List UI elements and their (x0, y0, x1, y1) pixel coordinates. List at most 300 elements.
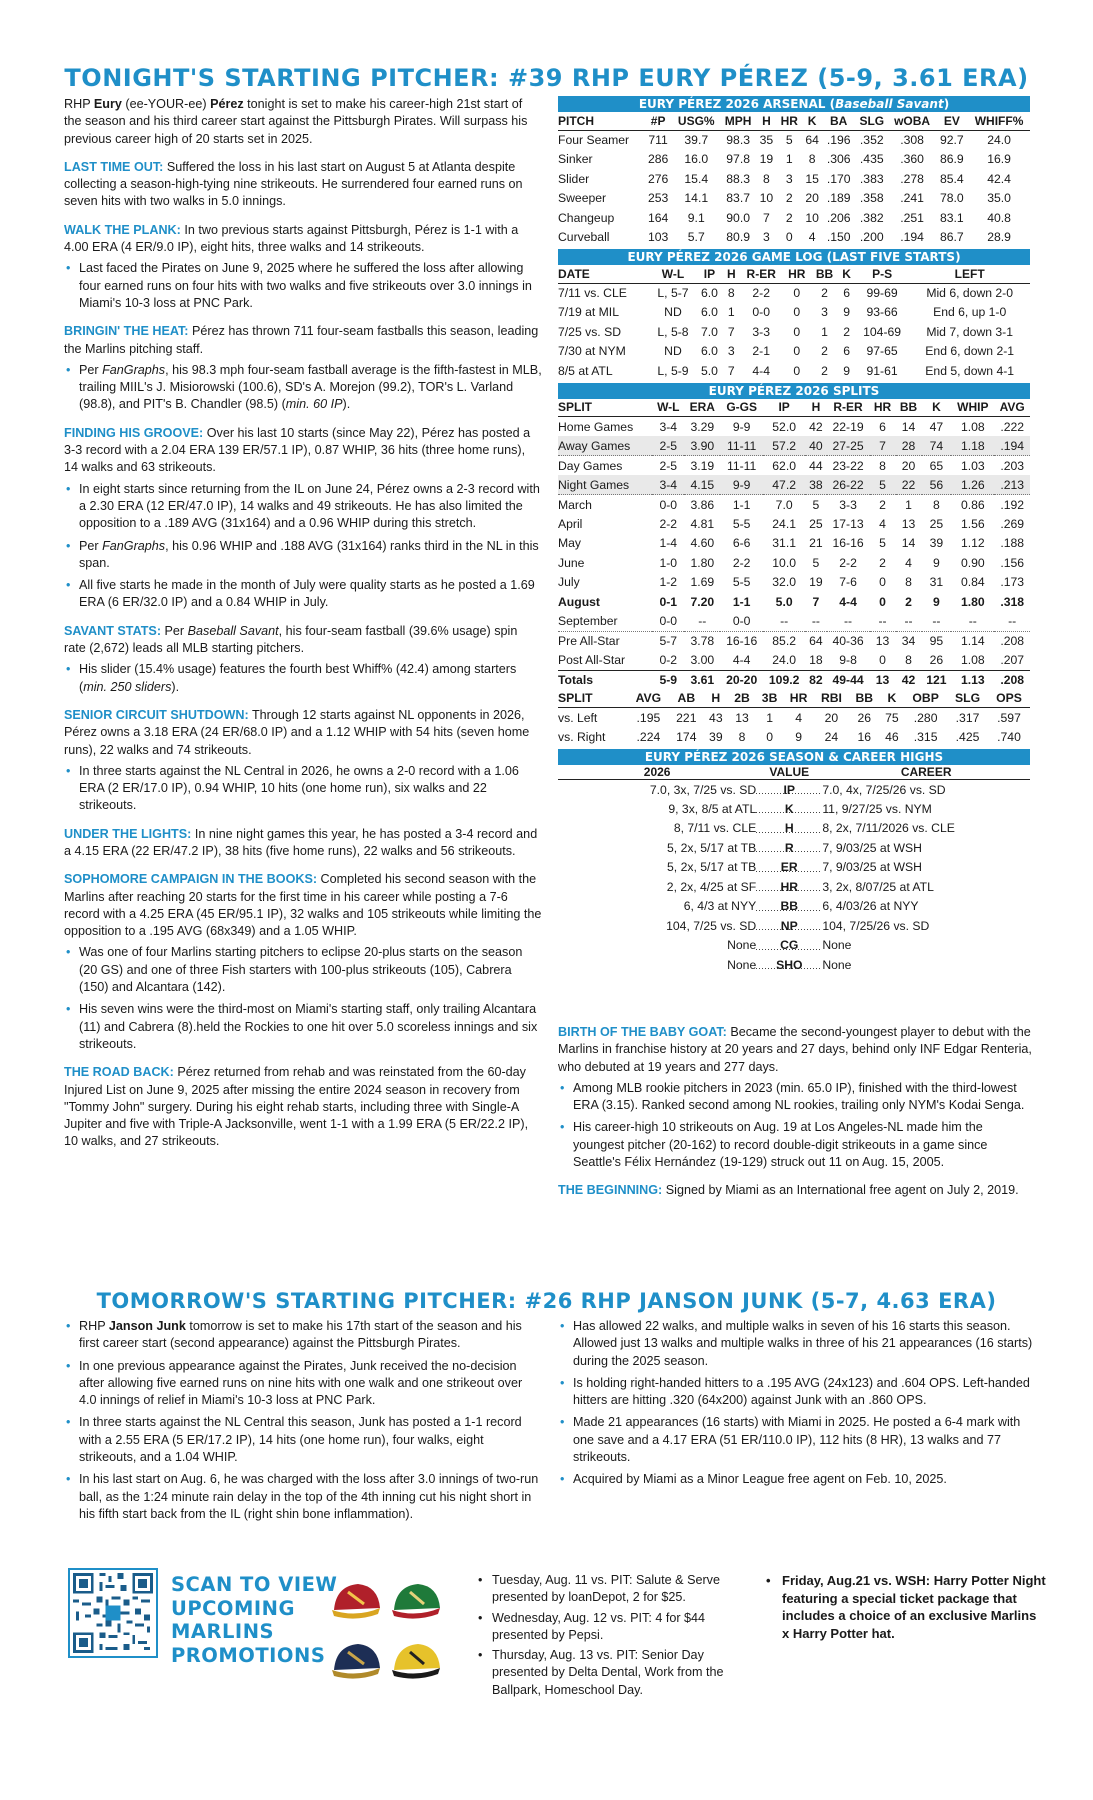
table-cell: K (879, 690, 904, 708)
table-cell: 3.78 (690, 634, 715, 648)
table-row (558, 708, 1030, 728)
table-cell: -- (951, 612, 994, 632)
table-cell: Mid 6, down 2-0 (926, 286, 1014, 300)
table-cell: 5 (812, 497, 820, 512)
table-cell: 85.2 (772, 634, 797, 648)
table-cell: .208 (1000, 634, 1025, 648)
goat-bullets (558, 1080, 1036, 1171)
table-cell: 38 (805, 475, 826, 495)
table-cell: 88.3 (726, 171, 750, 186)
table-cell: .170 (826, 171, 851, 186)
table-cell: BB (811, 265, 839, 283)
perez-stats-column (558, 96, 1030, 975)
table-cell: 9 (933, 555, 940, 570)
table-cell: 1 (821, 324, 828, 339)
table-cell: 39 (929, 536, 944, 551)
table-cell: ND (664, 305, 682, 320)
table-cell: .173 (1000, 575, 1025, 590)
table-row (558, 534, 1030, 554)
table-cell: 39 (709, 729, 723, 744)
table-header: VALUE (756, 765, 822, 780)
table-cell: 4.81 (690, 516, 715, 531)
table-row (558, 799, 1030, 819)
arsenal-table (558, 112, 1030, 247)
table-cell: .425 (955, 729, 980, 744)
table-cell: K (756, 799, 822, 819)
last-time-out-note: LAST TIME OUT: Suffered the loss in his last start on August 5 at Atlanta despite collecting a season-high-tying nine strikeouts. He surrendered four earned runs on seven hits with two walks in 5.0 innings. (64, 159, 523, 209)
table-cell: 3 (763, 230, 770, 245)
table-cell: .192 (1000, 497, 1025, 512)
table-cell: 2 (785, 210, 793, 225)
table-cell: K (838, 265, 854, 283)
table-row (558, 436, 1030, 456)
table-cell: 20 (824, 710, 839, 725)
table-cell: 42.4 (987, 171, 1011, 186)
table-cell: ER (756, 858, 822, 878)
table-cell: .317 (955, 710, 980, 725)
table-row (558, 342, 1030, 362)
table-cell: 3.86 (690, 497, 715, 512)
table-cell: 4 (905, 555, 912, 570)
table-cell: 0.84 (960, 575, 985, 590)
table-cell: 8, 7/11 vs. CLE (673, 821, 757, 836)
table-cell: 9, 3x, 8/5 at ATL (668, 801, 757, 816)
table-cell: IP (763, 399, 805, 417)
table-cell: Slider (558, 171, 590, 186)
table-header: 2026 (558, 765, 756, 780)
table-cell: 104-69 (863, 324, 902, 339)
table-cell: 49-44 (827, 670, 870, 690)
table-cell: .435 (859, 152, 884, 167)
table-cell: 22-19 (832, 419, 864, 434)
table-cell: 16-16 (832, 536, 864, 551)
table-cell: 13 (735, 710, 749, 725)
table-cell: USG% (672, 112, 720, 130)
table-cell: 221 (676, 710, 697, 725)
table-row (558, 897, 1030, 917)
groove-note: FINDING HIS GROOVE: Over his last 10 starts (since May 22), Pérez has posted a 3-3 record with a 2.04 ERA 139 ER/57.1 IP), 0.87 WHIP, 36 hits (three home runs), 14 walks and 63 strikeouts. (64, 425, 531, 475)
table-row (558, 955, 1030, 975)
table-cell: BB (896, 399, 922, 417)
table-row (558, 265, 1030, 283)
table-cell: 1.12 (960, 536, 985, 551)
table-cell: .306 (826, 152, 851, 167)
table-cell: 31 (929, 575, 944, 590)
table-cell: 7.0 (775, 497, 793, 512)
table-cell: .278 (900, 171, 924, 186)
table-cell: 5-7 (659, 634, 678, 648)
table-cell: WHIP (951, 399, 994, 417)
table-cell: 97.8 (726, 152, 750, 167)
road-back-note: THE ROAD BACK: Pérez returned from rehab and was reinstated from the 60-day Injured List on June 9, 2025 after missing the entire 2024 season in recovery from "Tommy John" surgery. During his eight rehab starts, including three with Single-A Jupiter and five with Triple-A Jacksonville, went 1-1 with a 1.99 ERA (5 ER/22.2 IP), 10 walks, and 27 strikeouts. (64, 1065, 529, 1149)
senior-note: SENIOR CIRCUIT SHUTDOWN: Through 12 starts against NL opponents in 2026, Pérez owns a 3.18 ERA (24 ER/68.0 IP) and a 1.12 WHIP with 54 hits (seven home runs), 22 walks and 74 strikeouts. (64, 707, 530, 757)
table-cell: 74 (922, 436, 952, 456)
list-item: • Wednesday, Aug. 12 vs. PIT: 4 for $44 presented by Pepsi. (478, 1610, 756, 1645)
table-cell: 2, 2x, 4/25 at SF (666, 879, 757, 894)
splits-title: EURY PÉREZ 2026 SPLITS (558, 383, 1030, 399)
table-cell: G-GS (720, 399, 763, 417)
table-row (558, 780, 1030, 800)
table-cell: 25 (929, 516, 944, 531)
table-cell: None (727, 938, 757, 953)
table-cell: vs. Right (558, 729, 606, 744)
list-item: • Is holding right-handed hitters to a .195 AVG (24x123) and .604 OPS. Left-handed hitters are hitting .320 (64x200) against Junk with an .860 OPS. (558, 1375, 1036, 1410)
table-cell: 5-5 (732, 516, 751, 531)
table-cell: 0 (793, 344, 801, 359)
table-cell: ND (664, 344, 682, 359)
table-cell: 3B (756, 690, 784, 708)
table-cell: 2-2 (839, 555, 857, 570)
table-cell: P-S (855, 265, 910, 283)
list-item: • Last faced the Pirates on June 9, 2025 where he suffered the loss after allowing four earned runs on four hits with two walks and five strikeouts over 3.0 innings in Miami's 10-3 loss at PNC Park. (64, 260, 542, 312)
table-cell: 3.29 (690, 419, 715, 434)
groove-bullets (64, 481, 542, 612)
table-cell: 7-6 (839, 575, 857, 590)
table-row (558, 399, 1030, 417)
perez-bio-notes (558, 1024, 1036, 1210)
table-cell: 103 (647, 230, 669, 245)
table-cell: 46 (885, 729, 899, 744)
table-cell: 3 (785, 171, 793, 186)
table-cell: July (558, 575, 580, 590)
table-cell: 20 (805, 191, 819, 206)
table-cell: 0-0 (659, 497, 678, 512)
table-cell: 2 (821, 344, 828, 359)
table-cell: None (822, 938, 852, 953)
list-item: • Was one of four Marlins starting pitchers to eclipse 20-plus starts on the season (20 GS) and one of three Fish starters with 100-plus strikeouts (105), Cabrera (150) and Alcantara (142). (64, 944, 542, 996)
table-cell: 19 (759, 152, 774, 167)
table-row (558, 169, 1030, 189)
red-cap-icon (332, 1584, 380, 1619)
table-cell: HR (756, 877, 822, 897)
table-cell: AVG (994, 399, 1030, 417)
table-cell: 7.0, 4x, 7/25/26 vs. SD (822, 782, 946, 797)
lr-splits-table (558, 690, 1030, 747)
table-cell: .203 (1000, 458, 1025, 473)
table-row (558, 208, 1030, 228)
table-cell: -- (827, 612, 870, 632)
table-cell: .207 (994, 651, 1030, 671)
table-cell: 3-3 (839, 497, 857, 512)
table-cell: 8/5 at ATL (558, 363, 613, 378)
table-cell: -- (805, 612, 826, 632)
table-cell: .222 (1000, 419, 1025, 434)
gamelog-title: EURY PÉREZ 2026 GAME LOG (LAST FIVE STARTS) (558, 249, 1030, 265)
table-cell: wOBA (889, 112, 936, 130)
table-cell: 9-9 (732, 419, 751, 434)
table-cell: MPH (720, 112, 756, 130)
table-cell: 276 (647, 171, 669, 186)
table-cell: DATE (558, 265, 650, 283)
table-cell: Post All-Star (558, 651, 652, 671)
table-cell: H (805, 399, 826, 417)
table-cell: 1.14 (960, 634, 985, 648)
table-cell: 7, 9/03/25 at WSH (822, 840, 922, 855)
table-cell: 98.3 (726, 133, 750, 147)
table-row (558, 858, 1030, 878)
table-cell: 24 (824, 729, 839, 744)
table-cell: 11, 9/27/25 vs. NYM (822, 801, 932, 816)
table-cell: 6 (879, 419, 886, 434)
table-cell: 0 (870, 651, 896, 671)
table-cell: 14 (901, 536, 916, 551)
featured-promotion: • Friday, Aug.21 vs. WSH: Harry Potter Night featuring a special ticket package that includes a choice of an exclusive Marlins x Harry Potter hat. (766, 1572, 1046, 1642)
table-cell: HR (783, 690, 813, 708)
table-cell: R-ER (740, 265, 783, 283)
table-cell: 64 (809, 634, 823, 648)
table-cell: 4-4 (839, 594, 857, 609)
table-cell: 2 (843, 324, 850, 339)
sophomore-note: SOPHOMORE CAMPAIGN IN THE BOOKS: Completed his second season with the Marlins after reaching 20 starts for the first time in his career while posting a 7-6 record with a 4.25 ERA (45 ER/95.1 IP), 32 walks and 105 strikeouts while limiting the opposition to a .195 AVG (68x349) and a 1.05 WHIP. (64, 872, 542, 939)
table-row (558, 573, 1030, 593)
list-item: • Made 21 appearances (16 starts) with Miami in 2025. He posted a 6-4 mark with one save and a 4.17 ERA (51 ER/110.0 IP), 112 hits (8 HR), 13 walks and 77 strikeouts. (558, 1414, 1036, 1466)
table-cell: 26 (922, 651, 952, 671)
table-cell: .251 (900, 210, 924, 225)
table-row (558, 495, 1030, 515)
table-cell: 27-25 (827, 436, 870, 456)
table-cell: 93-66 (866, 305, 898, 320)
table-cell: 3.90 (684, 436, 720, 456)
table-cell: 5 (812, 555, 820, 570)
table-cell: L, 5-7 (657, 286, 689, 300)
table-row (558, 553, 1030, 573)
table-cell: 10 (805, 210, 819, 225)
table-cell: Totals (558, 670, 652, 690)
perez-notes-column (64, 96, 542, 1162)
table-row (558, 283, 1030, 303)
table-row (558, 228, 1030, 248)
table-cell: 2 (785, 191, 793, 206)
gamelog-table (558, 265, 1030, 381)
table-row (558, 612, 1030, 632)
table-row (558, 361, 1030, 381)
table-cell: .318 (1000, 594, 1025, 609)
table-cell: #P (644, 112, 673, 130)
table-cell: LEFT (909, 265, 1030, 283)
table-cell: 20 (901, 458, 916, 473)
table-cell: Day Games (558, 458, 623, 473)
junk-notes-right (558, 1318, 1036, 1500)
table-cell: .360 (900, 152, 924, 167)
table-cell: 1-1 (732, 497, 751, 512)
table-cell: 1-1 (732, 594, 751, 609)
table-row (558, 150, 1030, 170)
table-cell: 1-4 (659, 536, 678, 551)
table-cell: .315 (913, 729, 938, 744)
table-cell: 5-5 (732, 575, 751, 590)
table-cell: 1 (905, 497, 912, 512)
scan-promo-heading: SCAN TO VIEW UPCOMING MARLINS PROMOTIONS (171, 1573, 338, 1667)
table-cell: 7 (727, 324, 735, 339)
table-cell: 8 (808, 152, 816, 167)
table-cell: 83.1 (939, 210, 964, 225)
table-cell: 5, 2x, 5/17 at TB (667, 860, 757, 875)
table-cell: 4 (795, 710, 802, 725)
promotions-list (478, 1572, 756, 1702)
table-row (558, 130, 1030, 150)
table-cell: 9-9 (720, 475, 763, 495)
table-row (558, 112, 1030, 130)
table-cell: Home Games (558, 419, 634, 434)
table-cell: 0 (793, 363, 801, 378)
table-row (558, 877, 1030, 897)
table-cell: 6, 4/03/26 at NYY (822, 899, 919, 914)
arsenal-title: EURY PÉREZ 2026 ARSENAL (Baseball Savant) (558, 96, 1030, 112)
table-cell: 85.4 (939, 171, 964, 186)
list-item: • In three starts against the NL Central in 2026, he owns a 2-0 record with a 1.06 ERA (2 ER/17.0 IP), 0.94 WHIP, 10 hits (one home run), six walks and 22 strikeouts. (64, 763, 542, 815)
table-cell: 2-5 (659, 458, 678, 473)
list-item: • In three starts against the NL Central this season, Junk has posted a 1-1 record with a 2.55 ERA (5 ER/17.2 IP), 14 hits (one home run), four walks, eight strikeouts, and a 1.04 WHIP. (64, 1414, 542, 1466)
table-cell: 3.61 (684, 670, 720, 690)
table-cell: 82 (805, 670, 826, 690)
table-cell: 7 (812, 594, 820, 609)
table-cell: .208 (994, 670, 1030, 690)
splits-table (558, 399, 1030, 690)
table-cell: 1.18 (951, 436, 994, 456)
table-cell: 104, 7/25/26 vs. SD (822, 918, 930, 933)
table-cell: 6 (843, 344, 850, 359)
table-cell: 19 (809, 575, 823, 590)
table-cell: Curveball (558, 230, 610, 245)
table-row (558, 727, 1030, 747)
table-cell: 10 (759, 191, 774, 206)
table-cell: 0-0 (652, 612, 684, 632)
list-item: • Among MLB rookie pitchers in 2023 (min. 65.0 IP), finished with the third-lowest ERA (3.15). Ranked second among NL rookies, trailing only NYM's Kodai Senga. (558, 1080, 1036, 1115)
table-cell: .269 (1000, 516, 1025, 531)
table-cell: 16 (857, 729, 872, 744)
table-cell: PITCH (558, 112, 644, 130)
table-cell: 9 (843, 363, 850, 378)
table-cell: 15.4 (684, 171, 709, 186)
table-cell: SLG (947, 690, 988, 708)
list-item: • All five starts he made in the month of July were quality starts as he posted a 1.69 ERA (6 ER/32.0 IP) and a 0.84 WHIP in July. (64, 577, 542, 612)
table-cell: H (756, 819, 822, 839)
table-cell: 6, 4/3 at NYY (683, 899, 757, 914)
table-cell: 6.0 (700, 344, 718, 359)
tomorrow-pitcher-title: TOMORROW'S STARTING PITCHER: #26 RHP JANSON JUNK (5-7, 4.63 ERA) (96, 1289, 997, 1313)
table-cell: .241 (900, 191, 924, 206)
table-cell: 40-36 (832, 634, 864, 648)
table-cell: 34 (901, 634, 916, 648)
table-cell: 6 (843, 286, 850, 300)
table-cell: 7, 9/03/25 at WSH (822, 860, 922, 875)
table-row (558, 651, 1030, 671)
list-item: • Per FanGraphs, his 98.3 mph four-seam fastball average is the fifth-fastest in MLB, trailing MIIL's J. Misiorowski (100.6), SD's A. Morejon (99.2), TOR's L. Varland (98.8), and PIT's B. Chandler (98.5) (min. 60 IP). (64, 362, 542, 414)
table-cell: IP (756, 780, 822, 800)
table-row (558, 936, 1030, 956)
list-item: • In eight starts since returning from the IL on June 24, Pérez owns a 2-3 record with a 2.30 ERA (12 ER/47.0 IP), 14 walks and 49 strikeouts. He has also limited the opposition to a .189 AVG (31x164) and a 0.96 WHIP during this stretch. (64, 481, 542, 533)
table-cell: None (727, 957, 757, 972)
table-cell: 4 (879, 516, 886, 531)
table-cell: Changeup (558, 210, 615, 225)
table-cell: 65 (929, 458, 944, 473)
table-cell: End 5, down 4-1 (925, 363, 1015, 378)
table-cell: 28.9 (987, 230, 1011, 245)
table-cell: Four Seamer (558, 133, 630, 147)
lights-note: UNDER THE LIGHTS: In nine night games this year, he has posted a 3-4 record and a 4.15 ERA (22 ER/47.2 IP), 38 hits (five home runs), 22 walks and 56 strikeouts. (64, 826, 538, 858)
table-cell: 0 (879, 594, 886, 609)
table-cell: 24.0 (763, 651, 805, 671)
table-cell: SPLIT (558, 690, 628, 708)
table-cell: 2 (905, 594, 912, 609)
table-cell: W-L (652, 399, 684, 417)
table-cell: 5.0 (700, 363, 718, 378)
senior-bullets (64, 763, 542, 815)
table-cell: 8 (879, 458, 886, 473)
qr-code-icon[interactable] (68, 1568, 158, 1658)
list-item: • In his last start on Aug. 6, he was charged with the loss after 3.0 innings of two-run ball, as the 1:24 minute rain delay in the top of the 4th inning cut his night short in his fifth start back from the IL (right shin bone inflammation). (64, 1471, 542, 1523)
table-cell: 8 (933, 497, 940, 512)
table-cell: 99-69 (866, 286, 898, 300)
table-cell: .224 (636, 729, 661, 744)
list-item: • RHP Janson Junk tomorrow is set to make his 17th start of the season and his first career start (second appearance) against the Pittsburgh Pirates. (64, 1318, 542, 1353)
table-cell: 6.0 (700, 286, 718, 300)
table-cell: .189 (826, 191, 851, 206)
table-cell: 0-2 (652, 651, 684, 671)
table-cell: End 6, up 1-0 (933, 305, 1007, 320)
table-cell: .188 (1000, 536, 1025, 551)
table-cell: 10.0 (772, 555, 797, 570)
table-cell: 0.90 (960, 555, 985, 570)
list-item: • Tuesday, Aug. 11 vs. PIT: Salute & Serve presented by loanDepot, 2 for $25. (478, 1572, 756, 1607)
table-cell: 1.80 (960, 594, 985, 609)
table-cell: 3 (821, 305, 828, 320)
table-cell: 8 (896, 651, 922, 671)
table-cell: .196 (826, 133, 851, 147)
table-cell: .740 (997, 729, 1021, 744)
table-cell: August (558, 594, 600, 609)
table-cell: 31.1 (772, 536, 797, 551)
walk-plank-bullets (64, 260, 542, 312)
table-cell: 22 (896, 475, 922, 495)
table-cell: 5, 2x, 5/17 at TB (667, 840, 757, 855)
table-cell: H (703, 690, 728, 708)
table-cell: 286 (647, 152, 669, 167)
table-cell: -- (870, 612, 896, 632)
table-cell: 24.0 (987, 133, 1011, 147)
table-cell: 121 (922, 670, 952, 690)
table-cell: 1 (785, 152, 793, 167)
table-cell: 2 (821, 286, 828, 300)
table-cell: 64 (805, 133, 819, 147)
table-row (558, 303, 1030, 323)
table-cell: 1 (727, 305, 735, 320)
table-cell: 26-22 (827, 475, 870, 495)
table-cell: 16-16 (726, 634, 758, 648)
table-cell: .213 (994, 475, 1030, 495)
table-cell: 6-6 (732, 536, 751, 551)
table-cell: 1.26 (951, 475, 994, 495)
table-cell: ERA (684, 399, 720, 417)
table-cell: 43 (709, 710, 723, 725)
table-cell: 15 (805, 171, 819, 186)
table-cell: OBP (904, 690, 947, 708)
table-cell: 1 (766, 710, 773, 725)
table-cell: 8, 2x, 7/11/2026 vs. CLE (822, 821, 955, 836)
table-cell: L, 5-8 (657, 324, 689, 339)
table-cell: 3.00 (684, 651, 720, 671)
table-cell: 26 (857, 710, 872, 725)
table-cell: 5 (879, 536, 886, 551)
table-cell: 42 (896, 670, 922, 690)
table-cell: HR (777, 112, 802, 130)
beginning-note: THE BEGINNING: Signed by Miami as an International free agent on July 2, 2019. (558, 1183, 1019, 1198)
table-cell: 5-9 (652, 670, 684, 690)
table-cell: 0 (785, 230, 793, 245)
table-cell: 97-65 (866, 344, 898, 359)
table-cell: 2 (879, 555, 886, 570)
table-cell: 3.19 (690, 458, 715, 473)
